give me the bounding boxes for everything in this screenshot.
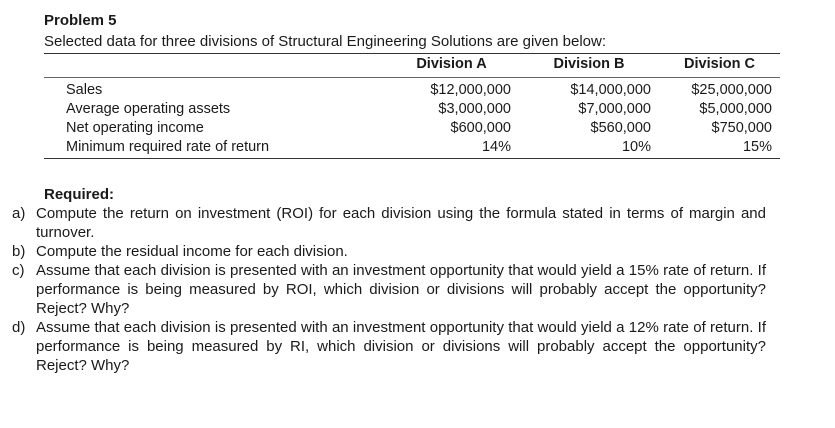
item-text: Compute the residual income for each division.: [36, 243, 348, 260]
header-division-a: Division A: [416, 56, 487, 72]
required-list: [6, 204, 766, 375]
cell-sales-b: $14,000,000: [519, 78, 659, 101]
required-heading: Required:: [44, 186, 115, 203]
cell-sales-a: $12,000,000: [384, 78, 519, 101]
header-division-c: Division C: [684, 56, 755, 72]
item-marker: b): [12, 243, 26, 260]
table-row: [44, 138, 780, 159]
cell-noi-a: $600,000: [450, 120, 511, 136]
cell-min-return-c: 15%: [659, 138, 780, 159]
list-item: [6, 204, 766, 242]
item-marker: a): [12, 205, 26, 222]
list-item: [6, 261, 766, 318]
table-row: [44, 100, 780, 119]
row-label-min-return: Minimum required rate of return: [44, 138, 384, 159]
header-blank: [44, 54, 384, 78]
row-label-assets: Average operating assets: [66, 101, 231, 117]
list-item: [6, 318, 766, 375]
table-header-row: [44, 54, 780, 78]
item-text: Assume that each division is presented with an investment opportunity that would yield a 12% rate of return. If performance is being measured by RI, which division or divisions will probably accept the opportunity? Reject? Why?: [36, 319, 766, 374]
cell-noi-c: $750,000: [711, 120, 772, 136]
cell-noi-b: $560,000: [590, 120, 651, 136]
cell-min-return-a: 14%: [384, 138, 519, 159]
cell-assets-a: $3,000,000: [438, 101, 511, 117]
cell-assets-b: $7,000,000: [578, 101, 651, 117]
problem-intro: Selected data for three divisions of Structural Engineering Solutions are given below:: [44, 33, 606, 50]
problem-title: Problem 5: [44, 12, 117, 29]
list-item: [6, 242, 766, 261]
table-row: [44, 119, 780, 138]
item-marker: d): [12, 319, 26, 336]
cell-assets-c: $5,000,000: [699, 101, 772, 117]
divisions-table: [44, 53, 780, 159]
item-marker: c): [12, 262, 25, 279]
row-label-noi: Net operating income: [66, 120, 204, 136]
header-division-b: Division B: [553, 56, 625, 72]
item-text: Compute the return on investment (ROI) for each division using the formula stated in terms of margin and turnover.: [36, 205, 766, 241]
row-label-sales: Sales: [44, 78, 384, 101]
cell-sales-c: $25,000,000: [659, 78, 780, 101]
item-text: Assume that each division is presented with an investment opportunity that would yield a 15% rate of return. If performance is being measured by ROI, which division or divisions will probably accept the opportunity? Reject? Why?: [36, 262, 766, 317]
table-row: [44, 78, 780, 101]
cell-min-return-b: 10%: [519, 138, 659, 159]
